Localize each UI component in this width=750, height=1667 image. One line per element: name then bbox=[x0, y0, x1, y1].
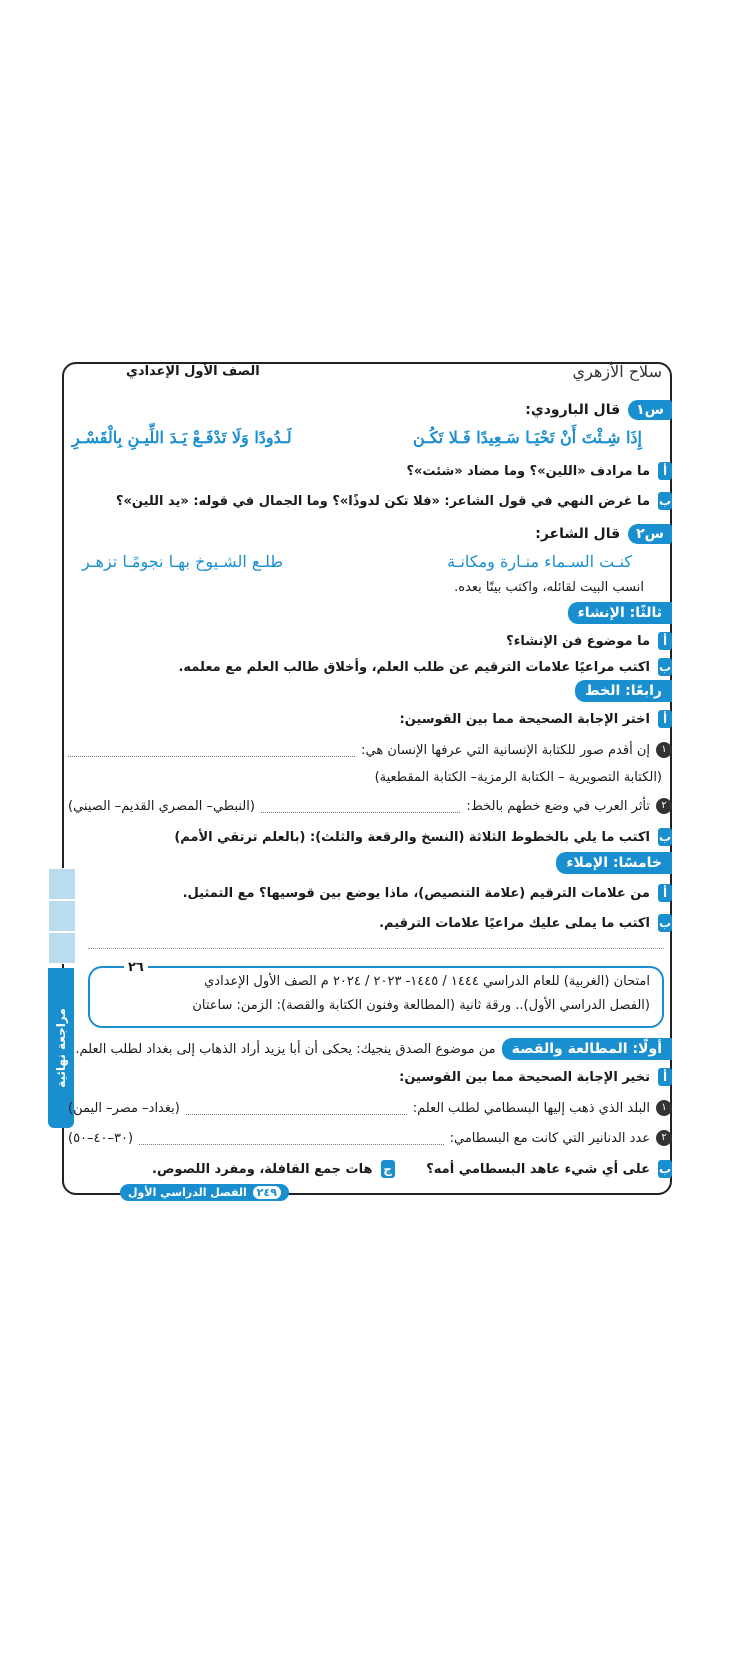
section-intro: من موضوع الصدق ينجيك: يحكى أن أبا يزيد أراد الذهاب إلى بغداد لطلب العلم. bbox=[75, 1041, 496, 1057]
verse-left: لَـدُودًا وَلَا تَدْفَـعْ يَـدَ اللِّيـنِ بِالْقَسْـرِ bbox=[72, 428, 292, 447]
exam-number: ٢٦ bbox=[124, 960, 148, 975]
page-content bbox=[62, 362, 672, 1199]
verse-left: طلـع الشـيوخ بهـا نجومًـا تزهـر bbox=[82, 552, 284, 571]
item-text: البلد الذي ذهب إليها البسطامي لطلب العلم: bbox=[412, 1100, 650, 1116]
item-text: ما غرض النهي في قول الشاعر: «فلا تكن لدوذًا»؟ وما الجمال في قوله: «يد اللين»؟ bbox=[115, 493, 650, 509]
exam-box bbox=[88, 960, 664, 1028]
item-badge: أ bbox=[658, 1068, 672, 1086]
exam-line1: امتحان (الغربية) للعام الدراسي ١٤٤٤ / ١٤٤٥- ٢٠٢٣ / ٢٠٢٤ م الصف الأول الإعدادي bbox=[204, 974, 650, 989]
item-text: اكتب ما يلي بالخطوط الثلاثة (النسخ والرقعة والثلث): (بالعلم ترتقي الأمم) bbox=[174, 829, 650, 845]
answer-line bbox=[261, 800, 460, 813]
item-options: (بغداد– مصر– اليمن) bbox=[68, 1100, 180, 1116]
item-text: على أي شيء عاهد البسطامي أمه؟ bbox=[426, 1161, 650, 1177]
item-badge: ب bbox=[658, 830, 672, 844]
sidebar-label: مراجعة نهائية bbox=[54, 1008, 68, 1088]
question-tag: س١ bbox=[628, 400, 672, 420]
item-text: اكتب مراعيًا علامات الترقيم عن طلب العلم، وأخلاق طالب العلم مع معلمه. bbox=[178, 659, 650, 675]
item-badge: أ bbox=[658, 632, 672, 650]
section-title: رابعًا: الخط bbox=[575, 680, 672, 702]
footer-pill bbox=[120, 1184, 289, 1201]
verse-right: كنـت السـماء منـارة ومكانـة bbox=[447, 552, 632, 571]
item-badge: ب bbox=[658, 660, 672, 674]
item-badge: ب bbox=[658, 1162, 672, 1176]
item-badge: أ bbox=[658, 884, 672, 902]
item-text: ما مرادف «اللين»؟ وما مضاد «شئت»؟ bbox=[406, 463, 650, 479]
section-title: أولًا: المطالعة والقصة bbox=[502, 1038, 672, 1060]
item-text: هات جمع القافلة، ومفرد اللصوص. bbox=[152, 1161, 373, 1177]
item-text: إن أقدم صور للكتابة الإنسانية التي عرفها الإنسان هي: bbox=[361, 742, 650, 758]
item-text: من علامات الترقيم (علامة التنصيص)، ماذا يوضع بين قوسيها؟ مع التمثيل. bbox=[182, 885, 650, 901]
item-text: اختر الإجابة الصحيحة مما بين القوسين: bbox=[399, 711, 650, 727]
item-text: تأثر العرب في وضع خطهم بالخط: bbox=[466, 798, 650, 814]
task-text: انسب البيت لقائله، واكتب بيتًا بعده. bbox=[454, 580, 644, 595]
item-number: ١ bbox=[656, 1100, 672, 1116]
answer-line bbox=[186, 1102, 407, 1115]
item-badge: أ bbox=[658, 462, 672, 480]
item-number: ٢ bbox=[656, 1130, 672, 1146]
answer-line bbox=[139, 1132, 444, 1145]
footer-term: الفصل الدراسي الأول bbox=[128, 1186, 247, 1199]
item-text: عدد الدنانير التي كانت مع البسطامي: bbox=[449, 1130, 650, 1146]
answer-line bbox=[68, 744, 355, 757]
item-text: تخير الإجابة الصحيحة مما بين القوسين: bbox=[399, 1069, 650, 1085]
exam-line2: (الفصل الدراسي الأول).. ورقة ثانية (المطالعة وفنون الكتابة والقصة): الزمن: ساعتان bbox=[192, 998, 650, 1013]
verse-right: إِذَا شِـئْتَ أَنْ تَحْيَـا سَـعِيدًا فَـلا تَكُـن bbox=[413, 428, 642, 447]
page-number: ٢٤٩ bbox=[253, 1186, 281, 1199]
item-text: اكتب ما يملى عليك مراعيًا علامات الترقيم. bbox=[379, 915, 650, 931]
item-badge: ج bbox=[381, 1160, 395, 1178]
item-options: (٣٠–٤٠–٥٠) bbox=[68, 1130, 134, 1146]
item-options: (الكتابة التصويرية – الكتابة الرمزية– الكتابة المقطعية) bbox=[374, 770, 662, 785]
grade-label: الصف الأول الإعدادي bbox=[126, 364, 260, 379]
item-number: ١ bbox=[656, 742, 672, 758]
logo: سلاح الأزهري bbox=[572, 362, 662, 381]
item-badge: ب bbox=[658, 916, 672, 930]
question-intro: قال الشاعر: bbox=[535, 526, 621, 542]
divider bbox=[88, 948, 664, 949]
section-title: ثالثًا: الإنشاء bbox=[568, 602, 672, 624]
item-number: ٢ bbox=[656, 798, 672, 814]
question-tag: س٢ bbox=[628, 524, 672, 544]
question-intro: قال البارودي: bbox=[525, 402, 621, 418]
item-badge: أ bbox=[658, 710, 672, 728]
section-title: خامسًا: الإملاء bbox=[556, 852, 672, 874]
item-text: ما موضوع فن الإنشاء؟ bbox=[506, 633, 650, 649]
item-badge: ب bbox=[658, 494, 672, 508]
item-options: (النبطي– المصري القديم– الصيني) bbox=[68, 798, 255, 814]
